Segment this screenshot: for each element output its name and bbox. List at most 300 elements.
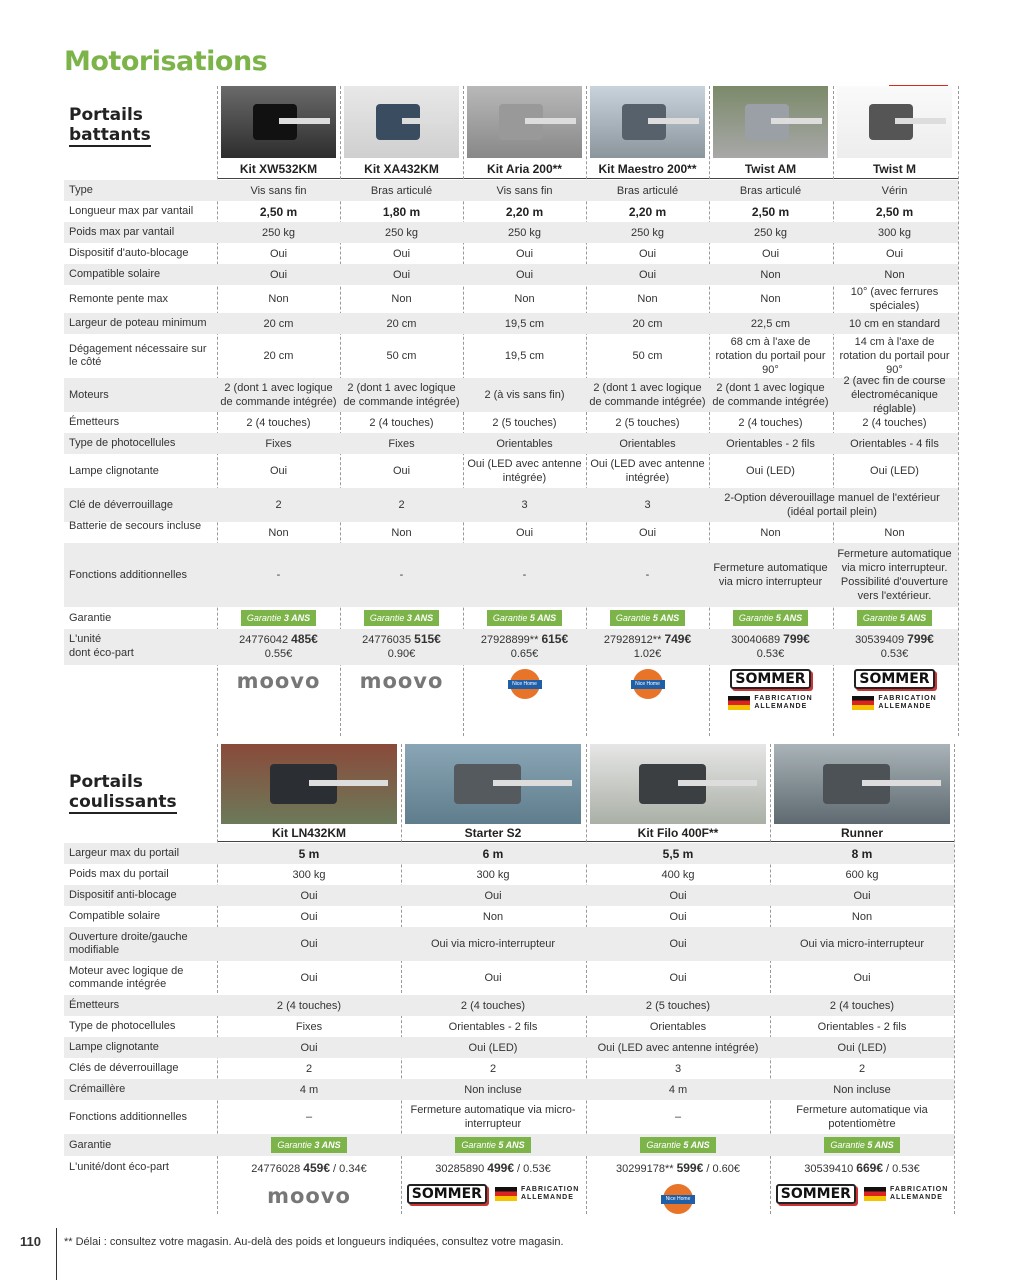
battants-row-3-cell-1: 250 kg <box>261 226 296 239</box>
coulissants-price-label: L'unité/dont éco-part <box>69 1161 169 1173</box>
battants-brand-2 <box>340 669 463 693</box>
battants-row-3-cell-4: 250 kg <box>630 226 665 239</box>
battants-brand-4-nice-logo <box>633 669 663 699</box>
battants-row-12-cell-4: Oui (LED avec antenne intégrée) <box>590 458 705 484</box>
battants-row-10-label: Émetteurs <box>69 416 120 428</box>
battants-row-3-cell-2: 250 kg <box>384 226 419 239</box>
coulissants-guarantee-prefix-4: Garantie <box>830 1140 865 1150</box>
coulissants-row-3-cell-1: Oui <box>300 889 318 902</box>
battants-row-9-cell-1: 2 (dont 1 avec logique de commande intégrée) <box>220 382 337 408</box>
battants-row-2-cell-4: 2,20 m <box>628 204 667 219</box>
battants-row-12-cell-1: Oui <box>269 465 288 477</box>
coulissants-row-6-cell-1: Oui <box>300 972 318 984</box>
battants-row-2-cell-1: 2,50 m <box>259 204 298 219</box>
battants-brand-5-fab-2: ALLEMANDE <box>754 703 808 710</box>
battants-row-12-cell-5: Oui (LED) <box>746 465 795 477</box>
slide-photo-3-arm <box>678 780 757 786</box>
battants-row-14-cell-1: Non <box>268 526 289 539</box>
battants-row-11-cell-2: Fixes <box>388 437 415 450</box>
coulissants-guarantee-value-1: 3 ANS <box>314 1140 341 1150</box>
coulissants-row-12 <box>64 1100 954 1134</box>
battants-row-11-cell-5: Orientables - 2 fils <box>726 437 815 450</box>
battants-row-9 <box>64 375 958 415</box>
battants-row-7 <box>64 313 958 334</box>
battants-row-4-cell-2: Oui <box>392 247 411 260</box>
battants-row-10-cell-4: 2 (5 touches) <box>615 416 680 429</box>
coulissants-price-value-4: 669€ <box>856 1161 883 1175</box>
battants-guarantee-prefix-4: Garantie <box>615 613 651 623</box>
battants-row-5-cell-4: Oui <box>638 268 657 281</box>
coulissants-row-2-cell-2: 300 kg <box>476 868 510 881</box>
coulissants-guarantee-3 <box>586 1137 770 1153</box>
battants-row-price <box>64 629 958 665</box>
coulissants-row-9-cell-2: Oui (LED) <box>468 1041 518 1054</box>
battants-row-12-cell-6: Oui (LED) <box>870 465 919 477</box>
battants-guarantee-badge-3 <box>487 610 562 626</box>
coulissants-brand-4 <box>770 1184 954 1204</box>
coulissants-brand-3-nice-logo-text: Nice Home <box>661 1195 695 1204</box>
battants-row-6-label: Remonte pente max <box>69 292 169 305</box>
battants-row-5-cell-1: Oui <box>269 268 288 281</box>
battants-row-10-cell-1: 2 (4 touches) <box>246 416 311 429</box>
coulissants-row-12-cell-4: Fermeture automatique via potentiomètre <box>796 1104 928 1130</box>
battants-row-5 <box>64 264 958 285</box>
battants-row-5-cell-3: Oui <box>515 268 534 281</box>
battants-row-12-label: Lampe clignotante <box>69 464 159 477</box>
photo-5 <box>713 86 828 158</box>
battants-brand-5-germany-flag-icon <box>728 696 750 710</box>
battants-row-4-cell-5: Oui <box>761 247 780 260</box>
battants-price-value-2: 515€ <box>414 632 441 646</box>
coulissants-row-11-label: Crémaillère <box>69 1083 126 1095</box>
battants-brand-3 <box>463 669 586 704</box>
coulissants-row-4-label: Compatible solaire <box>69 910 161 922</box>
coulissants-row-1-cell-3: 5,5 m <box>662 846 694 861</box>
photo-6-arm <box>895 118 947 124</box>
coulissants-guarantee-badge-4 <box>824 1137 899 1153</box>
battants-row-13-merged: 2-Option déverouillage manuel de l'extérieur (idéal portail plein) <box>724 492 940 518</box>
coulissants-ecopart-3: 0.60€ <box>712 1163 740 1175</box>
coulissants-guarantee-4 <box>770 1137 954 1153</box>
section-title-coulissants <box>69 772 177 814</box>
battants-guarantee-value-4: 5 ANS <box>652 613 680 623</box>
battants-header-rule <box>217 178 958 179</box>
coulissants-row-11-cell-3: 4 m <box>668 1083 688 1096</box>
coulissants-row-10-cell-4: 2 <box>858 1062 866 1075</box>
battants-row-15-cell-3: - <box>522 569 527 581</box>
coulissants-brand-1 <box>217 1184 401 1208</box>
battants-row-15-cell-5: Fermeture automatique via micro interrupteur <box>713 562 828 588</box>
battants-row-6 <box>64 285 958 313</box>
coulissants-guarantee-badge-1 <box>271 1137 346 1153</box>
slide-photo-2-arm <box>493 780 572 786</box>
battants-row-13-cell-1: 2 <box>275 499 282 511</box>
coulissants-guarantee-badge-2 <box>455 1137 530 1153</box>
battants-brand-5-fab-1: FABRICATION <box>754 695 813 702</box>
battants-brand-6-fab-2: ALLEMANDE <box>878 703 932 710</box>
battants-row-1 <box>64 180 958 201</box>
coulissants-row-guarantee <box>64 1134 954 1156</box>
battants-row-7-cell-5: 22,5 cm <box>750 317 791 330</box>
coulissants-guarantee-prefix-1: Garantie <box>277 1140 312 1150</box>
coulissants-row-6-cell-3: Oui <box>669 972 687 984</box>
coulissants-row-3-cell-4: Oui <box>853 889 871 902</box>
coulissants-brand-3 <box>586 1184 770 1214</box>
battants-ecopart-6: 0.53€ <box>880 648 909 660</box>
photo-6 <box>837 86 952 158</box>
coulissants-brand-4-fabrication <box>864 1186 948 1202</box>
battants-row-13-cell-2: 2 <box>398 499 405 511</box>
battants-row-7-cell-1: 20 cm <box>263 317 294 330</box>
coulissants-row-8 <box>64 1016 954 1037</box>
battants-price-value-5: 799€ <box>783 632 810 646</box>
slide-photo-2 <box>405 744 581 824</box>
battants-row-8-cell-4: 50 cm <box>632 350 663 362</box>
battants-guarantee-prefix-2: Garantie <box>369 613 405 623</box>
battants-row-6-cell-2: Non <box>391 293 412 305</box>
coulissants-row-5-cell-4: Oui via micro-interrupteur <box>799 938 925 950</box>
coulissants-row-5-cell-3: Oui <box>669 938 687 950</box>
coulissants-row-8-cell-2: Orientables - 2 fils <box>448 1020 538 1033</box>
battants-row-9-cell-6: 2 (avec fin de course électromécanique réglable) <box>843 375 946 415</box>
coulissants-guarantee-label: Garantie <box>69 1139 112 1151</box>
coulissants-row-1 <box>64 843 954 864</box>
battants-row-5-cell-2: Oui <box>392 268 411 281</box>
battants-ecopart-5: 0.53€ <box>756 648 785 660</box>
coulissants-row-2-cell-3: 400 kg <box>661 868 695 881</box>
battants-guarantee-prefix-6: Garantie <box>862 613 898 623</box>
coulissants-brand-2-fab-1: FABRICATION <box>520 1186 580 1193</box>
photo-3 <box>467 86 582 158</box>
photo-1-arm <box>279 118 331 124</box>
battants-row-11-cell-4: Orientables <box>619 437 676 450</box>
coulissants-row-9-cell-1: Oui <box>300 1041 318 1054</box>
coulissants-brand-2 <box>401 1184 585 1204</box>
coulissants-row-3-label: Dispositif anti-blocage <box>69 889 177 901</box>
coulissants-price-value-1: 459€ <box>303 1161 330 1175</box>
coulissants-brand-1-moovo-logo: moovo <box>267 1184 351 1208</box>
battants-row-11 <box>64 433 958 454</box>
battants-row-7-cell-4: 20 cm <box>632 317 663 330</box>
coulissants-price-3: 30299178** 599€ / 0.60€ <box>616 1161 740 1175</box>
battants-row-13-label: Clé de déverrouillage <box>69 498 173 511</box>
battants-row-guarantee <box>64 607 958 629</box>
battants-row-12-cell-2: Oui <box>392 465 411 477</box>
photo-4 <box>590 86 705 158</box>
coulissants-row-1-cell-4: 8 m <box>851 846 873 861</box>
battants-row-15-cell-1: - <box>276 569 281 581</box>
coulissants-brand-2-germany-flag-icon <box>495 1187 517 1201</box>
battants-ecopart-3: 0.65€ <box>510 648 539 660</box>
coulissants-row-11 <box>64 1079 954 1100</box>
coulissants-row-4-cell-2: Non <box>482 910 504 923</box>
coulissants-brand-3-nice-logo <box>663 1184 693 1214</box>
coulissants-brand-4-sommer-logo: SOMMER <box>776 1184 856 1204</box>
battants-row-5-label: Compatible solaire <box>69 268 161 280</box>
battants-row-1-cell-2: Bras articulé <box>370 184 433 197</box>
battants-row-6-cell-4: Non <box>637 293 658 305</box>
coulissants-guarantee-prefix-3: Garantie <box>646 1140 681 1150</box>
battants-price-label-1: L'unité <box>69 633 102 645</box>
battants-row-14 <box>64 519 958 543</box>
battants-row-2-cell-3: 2,20 m <box>505 204 544 219</box>
product-header-6: Twist M <box>872 162 917 176</box>
battants-row-8-label: Dégagement nécessaire sur le côté <box>69 343 207 368</box>
battants-price-4 <box>586 632 709 661</box>
battants-ref-5: 30040689 <box>731 634 781 646</box>
battants-row-8 <box>64 334 958 378</box>
slide-photo-1-arm <box>309 780 388 786</box>
coulissants-guarantee-value-2: 5 ANS <box>498 1140 525 1150</box>
battants-row-7-cell-2: 20 cm <box>386 317 417 330</box>
battants-row-6-cell-1: Non <box>268 293 289 305</box>
battants-row-2-cell-6: 2,50 m <box>875 204 914 219</box>
battants-ref-3: 27928899** <box>480 634 539 646</box>
battants-row-11-cell-3: Orientables <box>496 437 553 450</box>
battants-brand-5-fabrication-text <box>754 695 812 711</box>
section-title-battants-line1: Portails <box>69 105 143 125</box>
coulissants-row-8-cell-1: Fixes <box>295 1020 323 1033</box>
battants-brand-6 <box>833 669 956 715</box>
coulissants-brand-2-fab-2: ALLEMANDE <box>520 1194 574 1201</box>
coulissants-row-10-cell-2: 2 <box>489 1062 497 1075</box>
battants-row-13 <box>64 488 958 522</box>
coulissants-row-7 <box>64 995 954 1016</box>
battants-row-9-cell-2: 2 (dont 1 avec logique de commande intégrée) <box>343 382 460 408</box>
coulissants-brand-4-germany-flag-icon <box>864 1187 886 1201</box>
coulissants-guarantee-2 <box>401 1137 585 1153</box>
coulissants-brand-2-fabrication <box>495 1186 579 1202</box>
coulissants-guarantee-value-3: 5 ANS <box>683 1140 710 1150</box>
battants-guarantee-6 <box>833 610 956 626</box>
battants-row-5-cell-6: Non <box>884 268 905 281</box>
footer-divider <box>56 1228 57 1280</box>
battants-row-4-cell-1: Oui <box>269 247 288 260</box>
coulissants-row-6-label: Moteur avec logique de commande intégrée <box>69 965 184 990</box>
coulissants-guarantee-prefix-2: Garantie <box>461 1140 496 1150</box>
battants-row-11-cell-1: Fixes <box>265 437 292 450</box>
coulissants-row-9 <box>64 1037 954 1058</box>
product-header-4: Kit Maestro 200** <box>598 162 697 176</box>
coulissants-ref-3: 30299178** <box>616 1163 674 1175</box>
battants-guarantee-badge-4 <box>610 610 685 626</box>
coulissants-row-3-cell-2: Oui <box>484 889 502 902</box>
coulissants-row-1-cell-2: 6 m <box>482 846 504 861</box>
coulissants-row-6-cell-2: Oui <box>484 972 502 984</box>
battants-row-8-cell-5: 68 cm à l'axe de rotation du portail pour 90° <box>715 336 826 376</box>
battants-guarantee-badge-5 <box>733 610 808 626</box>
coulissants-guarantee-1 <box>217 1137 401 1153</box>
battants-row-4-label: Dispositif d'auto-blocage <box>69 247 189 259</box>
coulissants-row-4 <box>64 906 954 927</box>
coulissants-guarantee-badge-3 <box>640 1137 715 1153</box>
battants-price-3 <box>463 632 586 661</box>
battants-row-3 <box>64 222 958 243</box>
photo-4-arm <box>648 118 700 124</box>
battants-row-15-label: Fonctions additionnelles <box>69 568 188 581</box>
coulissants-row-5-cell-1: Oui <box>300 938 318 950</box>
battants-ref-2: 24776035 <box>362 634 412 646</box>
battants-brand-6-fabrication-text <box>878 695 936 711</box>
footnote: ** Délai : consultez votre magasin. Au-delà des poids et longueurs indiquées, consultez votre magasin. <box>64 1236 564 1248</box>
battants-ref-6: 30539409 <box>855 634 905 646</box>
battants-price-value-1: 485€ <box>291 632 318 646</box>
battants-row-15 <box>64 543 958 607</box>
slide-photo-4-arm <box>862 780 941 786</box>
battants-row-10-cell-6: 2 (4 touches) <box>862 416 927 429</box>
coulissants-col-sep-4 <box>954 744 955 1214</box>
product-header-3: Kit Aria 200** <box>487 162 562 176</box>
battants-brand-5-fabrication <box>728 695 812 711</box>
battants-row-15-cell-6: Fermeture automatique via micro interrupteur. Possibilité d'ouverture vers l'extérieur. <box>837 548 952 602</box>
coulissants-row-12-label: Fonctions additionnelles <box>69 1110 188 1123</box>
coulissants-row-10-label: Clés de déverrouillage <box>69 1062 179 1074</box>
coulissants-row-12-cell-1: – <box>305 1111 313 1123</box>
battants-guarantee-value-5: 5 ANS <box>775 613 803 623</box>
coulissants-row-1-cell-1: 5 m <box>298 846 320 861</box>
coulissants-row-2-cell-4: 600 kg <box>845 868 879 881</box>
section-title-coulissants-line2: coulissants <box>69 792 177 812</box>
battants-price-value-4: 749€ <box>664 632 692 646</box>
coulissants-brand-2-fabrication-text <box>521 1186 579 1202</box>
battants-guarantee-badge-6 <box>857 610 932 626</box>
battants-row-14-label: Batterie de secours incluse <box>69 519 202 532</box>
coulissants-row-12-cell-2: Fermeture automatique via micro-interrupteur <box>410 1104 576 1130</box>
battants-row-1-cell-1: Vis sans fin <box>250 184 307 197</box>
coulissants-price-value-3: 599€ <box>676 1161 704 1175</box>
battants-guarantee-value-3: 5 ANS <box>529 613 557 623</box>
coulissants-row-4-cell-3: Oui <box>669 910 687 923</box>
coulissants-row-12-cell-3: – <box>674 1111 682 1123</box>
battants-row-13-cell-3: 3 <box>521 499 528 511</box>
coulissants-brand-4-fabrication-text <box>890 1186 948 1202</box>
battants-brand-2-moovo-logo: moovo <box>359 669 444 693</box>
battants-guarantee-badge-2 <box>364 610 439 626</box>
battants-row-9-cell-3: 2 (à vis sans fin) <box>484 389 565 401</box>
battants-row-3-label: Poids max par vantail <box>69 226 175 238</box>
battants-row-9-label: Moteurs <box>69 388 109 401</box>
coulissants-price-4: 30539410 669€ / 0.53€ <box>804 1161 920 1175</box>
battants-ref-1: 24776042 <box>239 634 289 646</box>
section-title-coulissants-line1: Portails <box>69 772 143 792</box>
battants-brand-6-germany-flag-icon <box>852 696 874 710</box>
coulissants-row-price <box>64 1156 954 1180</box>
photo-1 <box>221 86 336 158</box>
coulissants-row-7-cell-1: 2 (4 touches) <box>276 999 342 1012</box>
battants-row-6-cell-6: 10° (avec ferrures spéciales) <box>850 286 939 312</box>
coulissants-guarantee-value-4: 5 ANS <box>867 1140 894 1150</box>
coulissants-row-11-cell-1: 4 m <box>299 1083 319 1096</box>
battants-guarantee-value-2: 3 ANS <box>406 613 434 623</box>
battants-brand-6-sommer-logo: SOMMER <box>854 669 934 689</box>
battants-row-1-cell-6: Vérin <box>881 184 908 197</box>
coulissants-row-4-cell-4: Non <box>851 910 873 923</box>
coulissants-price-1: 24776028 459€ / 0.34€ <box>251 1161 367 1175</box>
battants-brand-4 <box>586 669 709 704</box>
battants-ecopart-4: 1.02€ <box>633 648 662 660</box>
battants-row-6-cell-5: Non <box>760 293 781 305</box>
slide-photo-1 <box>221 744 397 824</box>
coulissants-ecopart-4: 0.53€ <box>892 1163 920 1175</box>
battants-guarantee-1 <box>217 610 340 626</box>
battants-price-label-2: dont éco-part <box>69 647 134 659</box>
battants-row-15-cell-4: - <box>645 569 650 581</box>
battants-guarantee-value-6: 5 ANS <box>899 613 927 623</box>
battants-guarantee-5 <box>709 610 832 626</box>
coulissants-row-9-cell-3: Oui (LED avec antenne intégrée) <box>597 1041 759 1054</box>
coulissants-row-2 <box>64 864 954 885</box>
coulissants-row-6-cell-4: Oui <box>853 972 871 984</box>
battants-guarantee-2 <box>340 610 463 626</box>
battants-row-2-cell-5: 2,50 m <box>751 204 790 219</box>
battants-row-9-cell-5: 2 (dont 1 avec logique de commande intégrée) <box>712 382 829 408</box>
battants-row-7-label: Largeur de poteau minimum <box>69 317 207 329</box>
battants-row-4-cell-3: Oui <box>515 247 534 260</box>
battants-brand-1-moovo-logo: moovo <box>236 669 321 693</box>
coulissants-row-8-cell-4: Orientables - 2 fils <box>817 1020 907 1033</box>
battants-row-13-cell-4: 3 <box>644 499 651 511</box>
coulissants-row-5-label: Ouverture droite/gauche modifiable <box>69 931 188 956</box>
battants-col-sep-6 <box>958 86 959 736</box>
battants-brand-3-nice-logo-text: Nice Home <box>508 680 542 689</box>
battants-row-3-cell-6: 300 kg <box>877 226 912 239</box>
slide-photo-3 <box>590 744 766 824</box>
battants-row-1-cell-5: Bras articulé <box>739 184 802 197</box>
battants-row-1-cell-4: Bras articulé <box>616 184 679 197</box>
battants-guarantee-4 <box>586 610 709 626</box>
battants-row-10-cell-5: 2 (4 touches) <box>738 416 803 429</box>
coulissants-ecopart-2: 0.53€ <box>523 1163 551 1175</box>
coulissants-row-10-cell-3: 3 <box>674 1062 682 1075</box>
battants-row-14-cell-4: Oui <box>638 526 657 539</box>
coulissants-row-5-cell-2: Oui via micro-interrupteur <box>430 938 556 950</box>
battants-row-2-cell-2: 1,80 m <box>382 204 421 219</box>
battants-row-4-cell-6: Oui <box>885 247 904 260</box>
coulissants-row-10-cell-1: 2 <box>305 1062 313 1075</box>
photo-3-arm <box>525 118 577 124</box>
battants-row-4 <box>64 243 958 264</box>
battants-brand-1 <box>217 669 340 693</box>
battants-row-4-cell-4: Oui <box>638 247 657 260</box>
coulissants-row-11-cell-2: Non incluse <box>464 1083 522 1096</box>
battants-row-12-cell-3: Oui (LED avec antenne intégrée) <box>467 458 582 484</box>
battants-row-1-label: Type <box>69 184 93 196</box>
battants-row-14-cell-6: Non <box>884 526 905 539</box>
coulissants-row-2-cell-1: 300 kg <box>292 868 326 881</box>
slide-product-header-2: Starter S2 <box>464 826 522 840</box>
coulissants-row-9-label: Lampe clignotante <box>69 1041 159 1053</box>
battants-row-3-cell-5: 250 kg <box>753 226 788 239</box>
coulissants-price-2: 30285890 499€ / 0.53€ <box>435 1161 551 1175</box>
coulissants-row-9-cell-4: Oui (LED) <box>837 1041 887 1054</box>
battants-row-14-cell-3: Oui <box>515 526 534 539</box>
coulissants-row-3 <box>64 885 954 906</box>
coulissants-ref-4: 30539410 <box>804 1163 854 1175</box>
coulissants-ref-1: 24776028 <box>251 1163 301 1175</box>
coulissants-row-7-cell-4: 2 (4 touches) <box>829 999 895 1012</box>
section-title-battants <box>69 105 151 147</box>
battants-row-9-cell-4: 2 (dont 1 avec logique de commande intégrée) <box>589 382 706 408</box>
coulissants-row-3-cell-3: Oui <box>669 889 687 902</box>
battants-ecopart-2: 0.90€ <box>387 648 416 660</box>
battants-brand-4-nice-logo-text: Nice Home <box>631 680 665 689</box>
battants-brand-3-nice-logo <box>510 669 540 699</box>
battants-row-8-cell-2: 50 cm <box>386 350 417 362</box>
battants-price-value-3: 615€ <box>541 632 569 646</box>
battants-row-8-cell-1: 20 cm <box>263 350 294 362</box>
battants-brand-6-fab-1: FABRICATION <box>878 695 937 702</box>
slide-product-header-3: Kit Filo 400F** <box>637 826 719 840</box>
